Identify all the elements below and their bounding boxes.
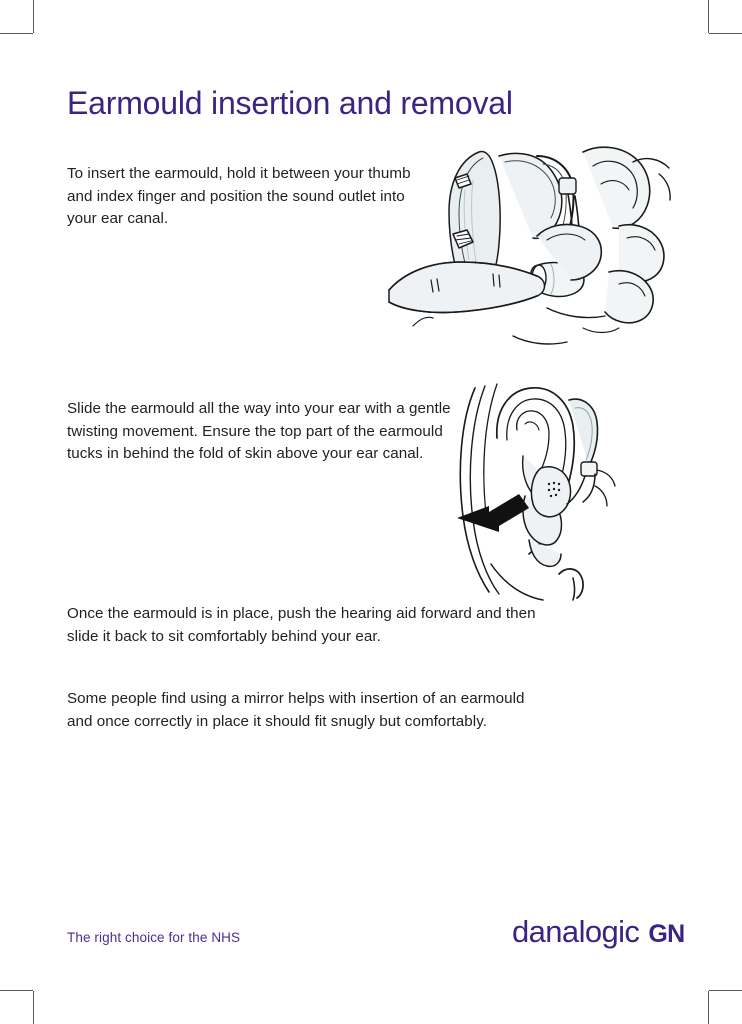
crop-mark-top-right-horizontal [709,33,742,34]
paragraph-insert-earmould: To insert the earmould, hold it between your thumb and index finger and position the sound outlet into your ear canal. [67,165,411,228]
crop-mark-top-left-vertical [33,0,34,33]
page-title: Earmould insertion and removal [67,85,513,122]
crop-mark-top-left-horizontal [0,33,33,34]
insertion-direction-arrow [457,494,529,532]
crop-mark-bottom-left-horizontal [0,990,33,991]
danalogic-gn-logo [512,916,685,947]
paragraph-mirror-tip: Some people find using a mirror helps with insertion of an earmould and once correctly in place it should fit snugly but comfortably. [67,690,525,730]
paragraph-slide-earmould: Slide the earmould all the way into your ear with a gentle twisting movement. Ensure the top part of the earmould tucks in behind the fold of skin above your ear canal. [67,400,451,463]
crop-mark-bottom-right-vertical [708,991,709,1024]
crop-mark-bottom-left-vertical [33,991,34,1024]
footer-tagline: The right choice for the NHS [67,930,241,945]
crop-mark-top-right-vertical [708,0,709,33]
crop-mark-bottom-right-horizontal [709,990,742,991]
hand-holding-hearing-aid-illustration [387,140,672,352]
logo-wordmark: danalogic [512,914,640,949]
paragraph-push-hearing-aid: Once the earmould is in place, push the hearing aid forward and then slide it back to sit comfortably behind your ear. [67,605,536,645]
logo-gn-mark: GN [648,920,685,948]
ear-with-earmould-inserted-illustration [455,378,635,606]
